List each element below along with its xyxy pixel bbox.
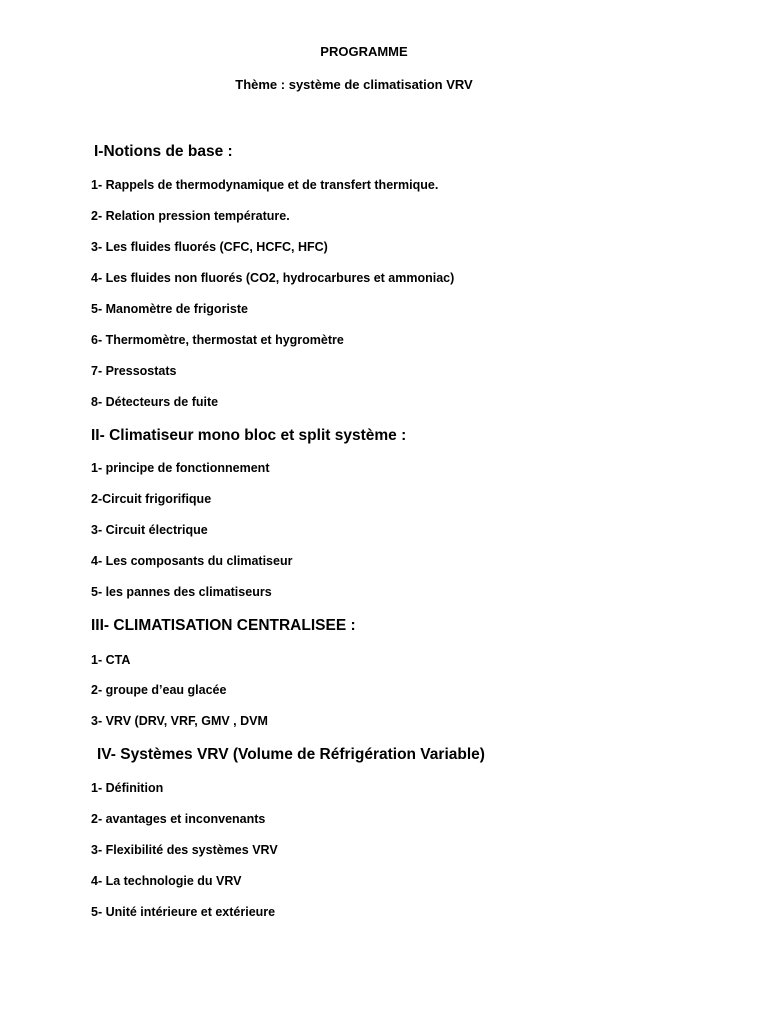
section-heading: I-Notions de base : [94,143,233,160]
list-item: 1- CTA [91,653,131,667]
section-heading: III- CLIMATISATION CENTRALISEE : [91,617,356,634]
list-item: 1- Rappels de thermodynamique et de transfert thermique. [91,178,439,192]
list-item: 2-Circuit frigorifique [91,492,212,506]
list-item: 2- avantages et inconvenants [91,812,266,826]
list-item: 3- Les fluides fluorés (CFC, HCFC, HFC) [91,240,328,254]
list-item: 2- Relation pression température. [91,209,290,223]
section-heading: IV- Systèmes VRV (Volume de Réfrigération Variable) [97,746,485,763]
list-item: 7- Pressostats [91,364,177,378]
list-item: 4- Les composants du climatiseur [91,554,293,568]
list-item: 8- Détecteurs de fuite [91,395,219,409]
list-item: 4- La technologie du VRV [91,874,242,888]
list-item: 3- Flexibilité des systèmes VRV [91,843,278,857]
list-item: 1- Définition [91,781,164,795]
list-item: 3- VRV (DRV, VRF, GMV , DVM [91,714,268,728]
list-item: 4- Les fluides non fluorés (CO2, hydrocarbures et ammoniac) [91,271,455,285]
document-theme: Thème : système de climatisation VRV [235,77,473,92]
document-title: PROGRAMME [320,44,408,59]
list-item: 5- les pannes des climatiseurs [91,585,272,599]
list-item: 6- Thermomètre, thermostat et hygromètre [91,333,344,347]
list-item: 5- Manomètre de frigoriste [91,302,248,316]
list-item: 5- Unité intérieure et extérieure [91,905,276,919]
list-item: 3- Circuit électrique [91,523,208,537]
list-item: 1- principe de fonctionnement [91,461,270,475]
list-item: 2- groupe d’eau glacée [91,683,227,697]
section-heading: II- Climatiseur mono bloc et split système : [91,427,407,444]
